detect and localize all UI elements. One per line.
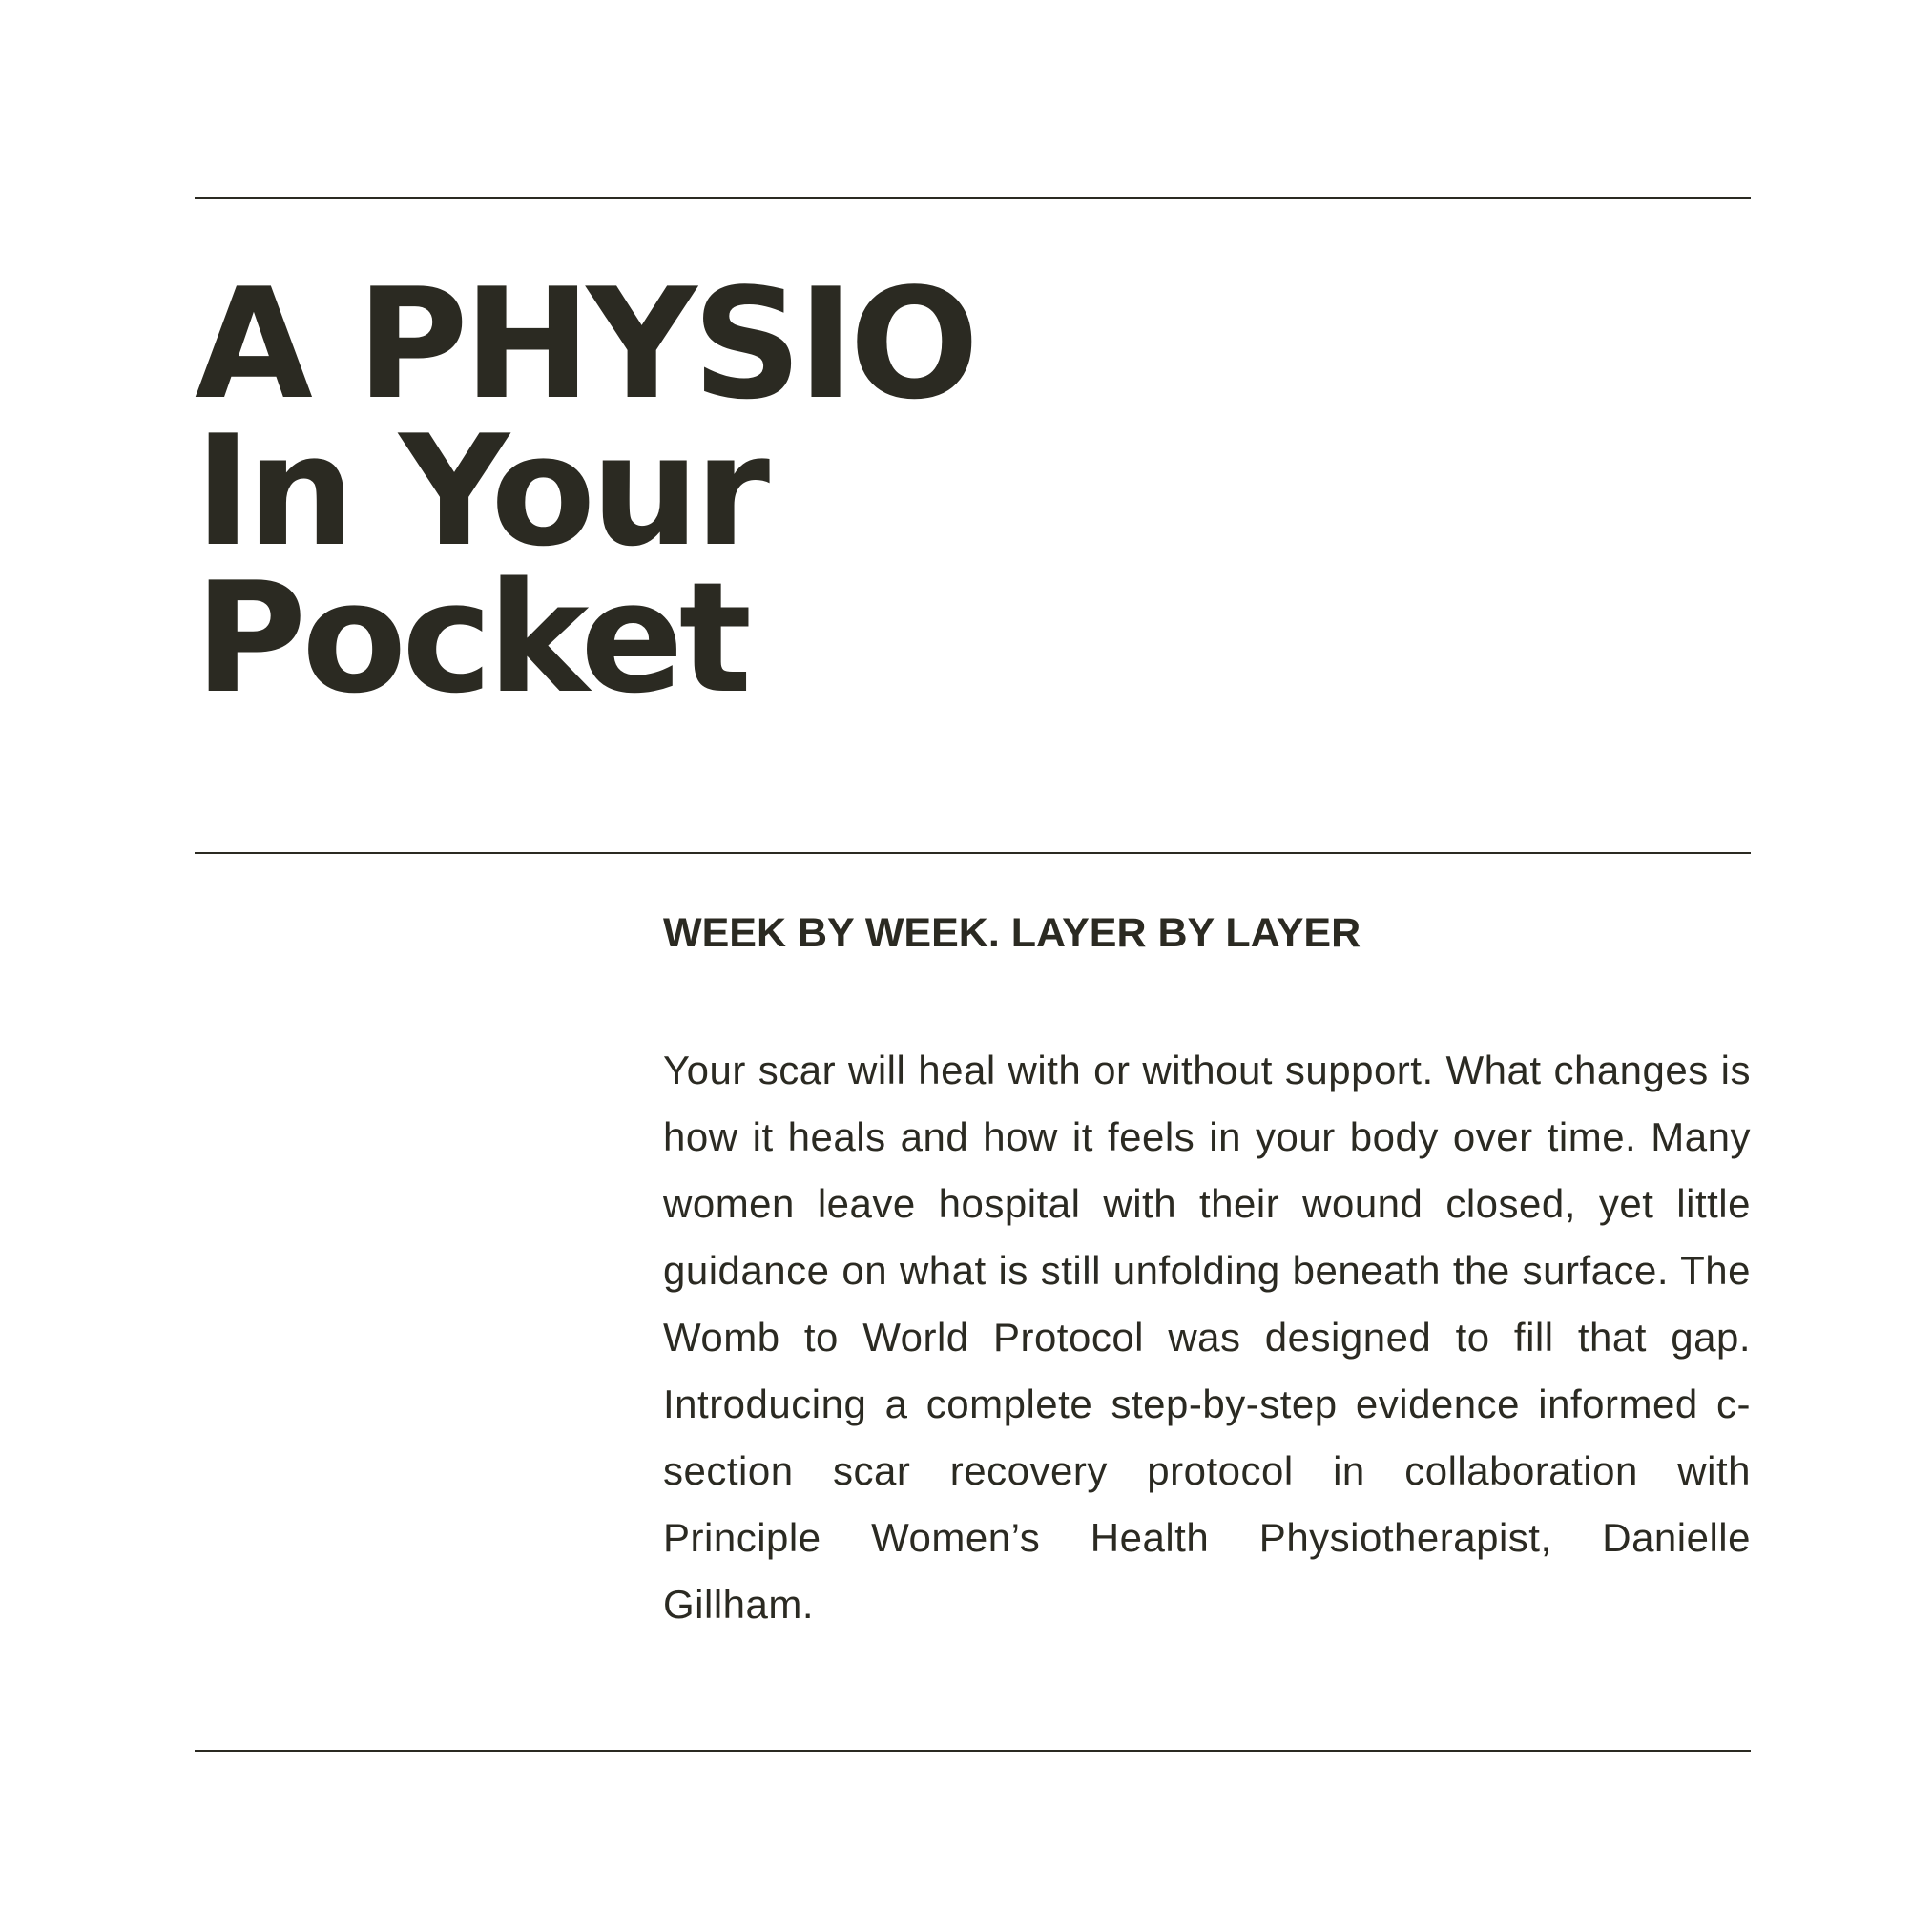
title-line-3: Pocket <box>195 549 748 727</box>
middle-divider <box>195 852 1751 854</box>
page-title <box>195 255 975 727</box>
top-divider <box>195 197 1751 199</box>
body-paragraph: Your scar will heal with or without support. What changes is how it heals and how it feels in your body over time. Many women leave hospital with their wound closed, yet little guidance on what is still unfolding beneath the surface. The Womb to World Protocol was designed to fill that gap. Introducing a complete step-by-step evidence informed c-section scar recovery protocol in collaboration with Principle Women’s Health Physiotherapist, Danielle Gillham. <box>663 1048 1751 1627</box>
title-line-1: A PHYSIO <box>195 255 975 433</box>
title-line-2: In Your <box>195 402 766 580</box>
bottom-divider <box>195 1750 1751 1752</box>
subheading: WEEK BY WEEK. LAYER BY LAYER <box>663 910 1361 956</box>
